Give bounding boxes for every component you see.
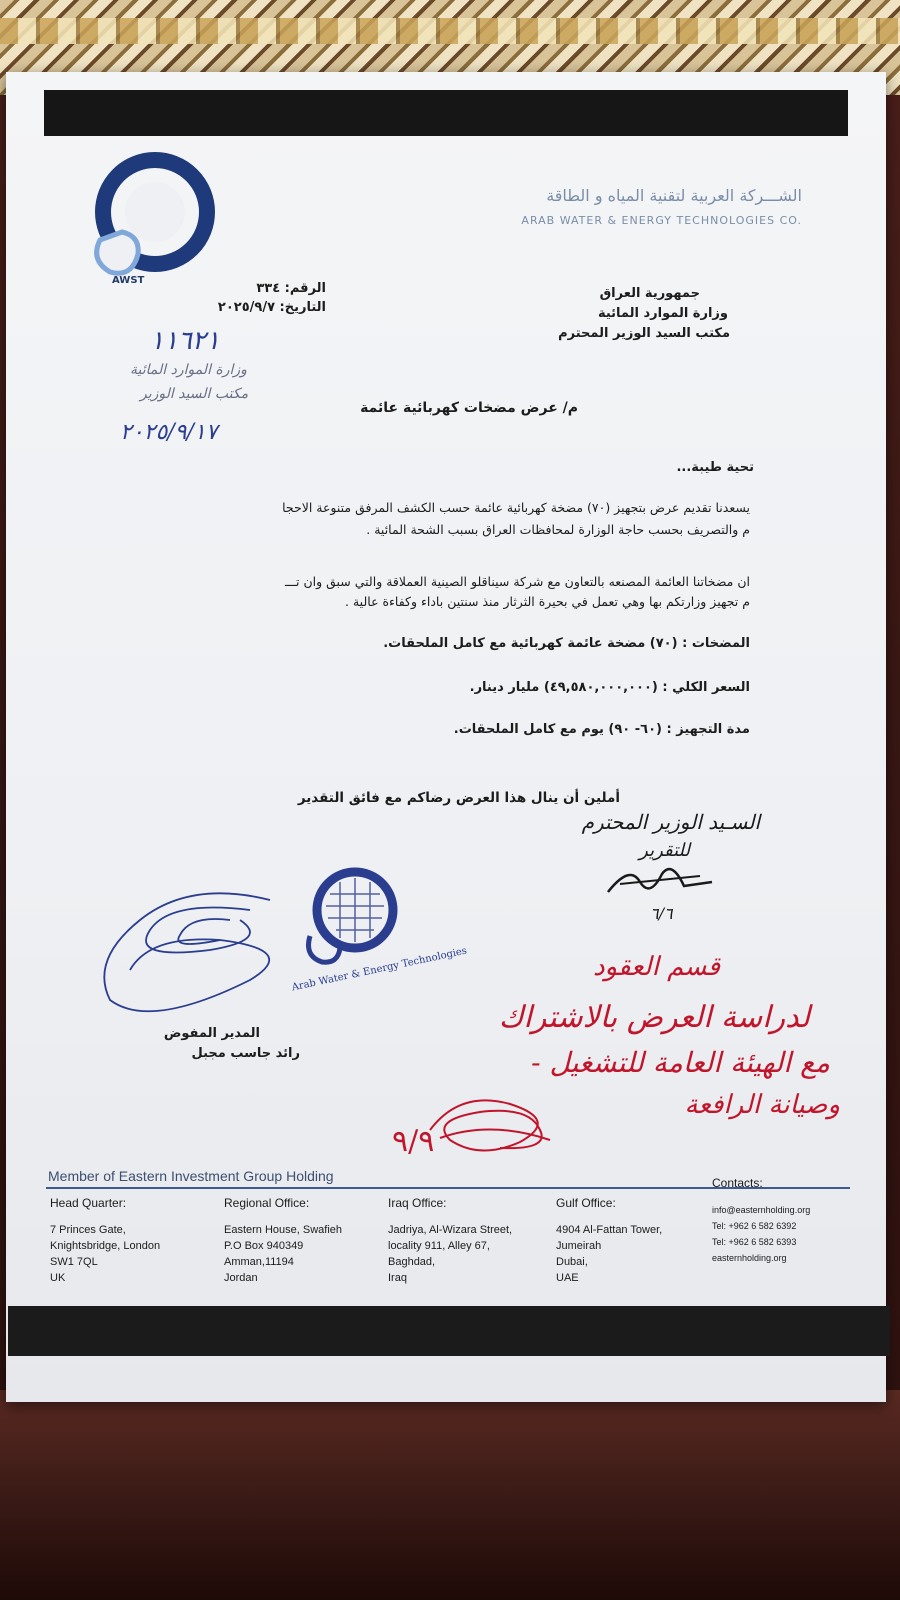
letterhead-bottom-bar xyxy=(8,1306,890,1356)
footer-regional-heading: Regional Office: xyxy=(224,1196,310,1210)
footer-contact-phone: Tel: +962 6 582 6393 xyxy=(712,1237,797,1247)
footer-hq-heading: Head Quarter: xyxy=(50,1196,127,1210)
footer-contact-email[interactable]: info@easternholding.org xyxy=(712,1205,811,1215)
footer-iraq-heading: Iraq Office: xyxy=(388,1196,447,1210)
footer-iraq-line: Baghdad, xyxy=(388,1256,436,1268)
incoming-date: ٢٠٢٥/٩/١٧ xyxy=(120,420,218,445)
footer-hq-line: Knightsbridge, London xyxy=(50,1240,161,1252)
red-note-line-2: لدراسة العرض بالاشتراك xyxy=(498,1000,810,1035)
footer-iraq-line: Iraq xyxy=(388,1272,407,1284)
letter-date: التاريخ: ٢٠٢٥/٩/٧ xyxy=(217,300,326,315)
company-stamp-text: Arab Water & Energy Technologies xyxy=(290,945,468,994)
logo-label: AWST xyxy=(112,275,145,286)
company-name-english: ARAB WATER & ENERGY TECHNOLOGIES CO. xyxy=(521,214,802,227)
footer-gulf-heading: Gulf Office: xyxy=(556,1196,616,1210)
director-signature-icon xyxy=(70,880,320,1030)
footer-contact-website[interactable]: easternholding.org xyxy=(712,1253,787,1263)
pumps-item: المضخات : (٧٠) مضخة عائمة كهربائية مع كامل الملحقات. xyxy=(383,636,750,651)
footer-hq-line: 7 Princes Gate, xyxy=(50,1224,126,1236)
body-paragraph-2-line-2: م تجهيز وزارتكم بها وهي تعمل في بحيرة الثرثار منذ سنتين باداء وكفاءة عالية . xyxy=(345,594,750,609)
footer-iraq-line: locality 911, Alley 67, xyxy=(388,1240,490,1252)
table-foreground xyxy=(0,1390,900,1600)
greeting: تحية طيبة... xyxy=(676,460,754,475)
letter-subject: م/ عرض مضخات كهربائية عائمة xyxy=(360,400,578,416)
company-name-arabic: الشـــركة العربية لتقنية المياه و الطاقة xyxy=(546,186,802,205)
footer-member-text: Member of Eastern Investment Group Holding xyxy=(48,1168,334,1184)
signatory-name: رائد جاسب مجبل xyxy=(191,1046,300,1061)
footer-gulf-line: 4904 Al-Fattan Tower, xyxy=(556,1224,663,1236)
incoming-ministry: وزارة الموارد المائية xyxy=(130,362,247,378)
letterhead-top-bar xyxy=(44,90,848,136)
addressee-ministry: وزارة الموارد المائية xyxy=(597,306,728,321)
footer-iraq-line: Jadriya, Al-Wizara Street, xyxy=(388,1224,513,1236)
incoming-office: مكتب السيد الوزير xyxy=(140,386,249,402)
signatory-title: المدير المفوض xyxy=(163,1026,260,1041)
footer-regional-line: Eastern House, Swafieh xyxy=(224,1224,343,1236)
footer-contacts xyxy=(712,1176,852,1266)
closing-line: أملين أن ينال هذا العرض رضاكم مع فائق التقدير xyxy=(297,790,620,806)
body-paragraph-2-line-1: ان مضخاتنا العائمة المصنعه بالتعاون مع شركة سيناقلو الصينية العملاقة والتي سبق وان تـــ xyxy=(285,574,750,589)
red-note-line-1: قسم العقود xyxy=(592,952,720,982)
red-signature-icon xyxy=(420,1090,570,1160)
company-logo-icon xyxy=(80,150,220,290)
footer-regional-line: Jordan xyxy=(224,1272,258,1284)
minister-note-date: ٦/٦ xyxy=(650,904,673,923)
red-note-line-3: مع الهيئة العامة للتشغيل - xyxy=(531,1046,830,1079)
incoming-number: ١١٦٢١ xyxy=(150,326,220,356)
delivery-duration: مدة التجهيز : (٦٠- ٩٠) يوم مع كامل الملحقات. xyxy=(453,722,750,737)
footer-gulf-line: Jumeirah xyxy=(556,1240,602,1252)
footer-regional-office xyxy=(224,1196,384,1286)
minister-note-line-2: للتقرير xyxy=(639,840,690,861)
footer-iraq-office xyxy=(388,1196,553,1286)
reference-number: الرقم: ٣٣٤ xyxy=(256,281,326,296)
red-note-date: ٩/٩ xyxy=(392,1124,435,1159)
footer-gulf-line: UAE xyxy=(556,1272,579,1284)
footer-regional-line: P.O Box 940349 xyxy=(224,1240,304,1252)
addressee-office: مكتب السيد الوزير المحترم xyxy=(558,326,730,341)
footer-gulf-office xyxy=(556,1196,706,1286)
body-paragraph-1-line-1: يسعدنا تقديم عرض بتجهيز (٧٠) مضخة كهربائية عائمة حسب الكشف المرفق متنوعة الاحجا xyxy=(282,500,750,515)
footer-contact-phone: Tel: +962 6 582 6392 xyxy=(712,1221,797,1231)
footer-gulf-line: Dubai, xyxy=(556,1256,588,1268)
footer-hq-line: UK xyxy=(50,1272,66,1284)
footer-head-quarter xyxy=(50,1196,215,1286)
footer-hq-line: SW1 7QL xyxy=(50,1256,98,1268)
red-note-line-4: وصيانة الرافعة xyxy=(684,1090,840,1120)
total-price: السعر الكلي : (٤٩,٥٨٠,٠٠٠,٠٠٠) مليار دينار. xyxy=(469,680,750,695)
body-paragraph-1-line-2: م والتصريف بحسب حاجة الوزارة لمحافظات العراق بسبب الشحة المائية . xyxy=(366,522,750,537)
footer-contacts-heading: Contacts: xyxy=(712,1176,763,1190)
addressee-country: جمهورية العراق xyxy=(599,286,700,301)
footer-regional-line: Amman,11194 xyxy=(224,1256,294,1268)
minister-signature-icon xyxy=(600,862,720,902)
minister-note-line-1: السـيد الوزير المحترم xyxy=(581,810,760,834)
